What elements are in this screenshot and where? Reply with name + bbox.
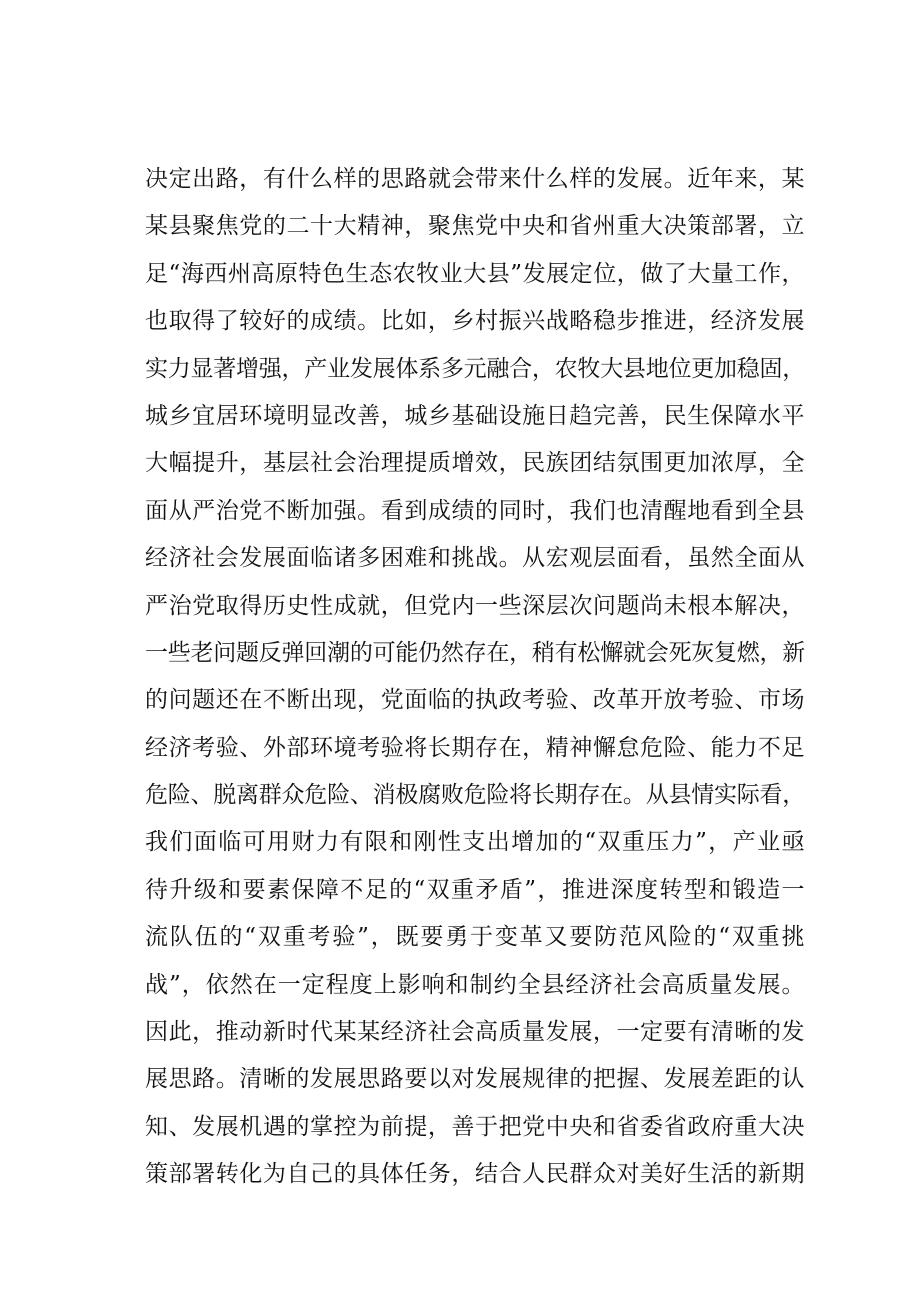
- text-line: 大幅提升，基层社会治理提质增效，民族团结氛围更加浓厚，全: [145, 450, 805, 477]
- text-line: 危险、脱离群众危险、消极腐败危险将长期存在。从县情实际看，: [145, 782, 805, 809]
- text-line: 也取得了较好的成绩。比如，乡村振兴战略稳步推进，经济发展: [145, 308, 805, 335]
- text-line: 严治党取得历史性成就，但党内一些深层次问题尚未根本解决，: [145, 592, 805, 619]
- text-line: 经济考验、外部环境考验将长期存在，精神懈怠危险、能力不足: [145, 734, 805, 761]
- text-line: 城乡宜居环境明显改善，城乡基础设施日趋完善，民生保障水平: [145, 402, 805, 429]
- body-paragraph: [145, 156, 805, 1199]
- text-line: 战”，依然在一定程度上影响和制约全县经济社会高质量发展。: [145, 971, 805, 998]
- text-line: 知、发展机遇的掌控为前提，善于把党中央和省委省政府重大决: [145, 1113, 805, 1140]
- text-line: 实力显著增强，产业发展体系多元融合，农牧大县地位更加稳固，: [145, 355, 805, 382]
- text-line: 待升级和要素保障不足的“双重矛盾”，推进深度转型和锻造一: [145, 876, 805, 903]
- text-line: 决定出路，有什么样的思路就会带来什么样的发展。近年来，某: [145, 166, 805, 192]
- text-line: 策部署转化为自己的具体任务，结合人民群众对美好生活的新期: [145, 1161, 805, 1188]
- text-line: 足“海西州高原特色生态农牧业大县”发展定位，做了大量工作，: [145, 260, 805, 287]
- text-line: 的问题还在不断出现，党面临的执政考验、改革开放考验、市场: [145, 687, 805, 714]
- text-line: 经济社会发展面临诸多困难和挑战。从宏观层面看，虽然全面从: [145, 545, 805, 572]
- text-line: 流队伍的“双重考验”，既要勇于变革又要防范风险的“双重挑: [145, 924, 805, 951]
- text-line: 一些老问题反弹回潮的可能仍然存在，稍有松懈就会死灰复燃，新: [145, 639, 805, 666]
- text-line: 展思路。清晰的发展思路要以对发展规律的把握、发展差距的认: [145, 1066, 805, 1093]
- text-line: 我们面临可用财力有限和刚性支出增加的“双重压力”，产业亟: [145, 829, 805, 856]
- text-line: 某县聚焦党的二十大精神，聚焦党中央和省州重大决策部署，立: [145, 213, 805, 240]
- text-line: 面从严治党不断加强。看到成绩的同时，我们也清醒地看到全县: [145, 497, 805, 524]
- text-line: 因此，推动新时代某某经济社会高质量发展，一定要有清晰的发: [145, 1019, 805, 1046]
